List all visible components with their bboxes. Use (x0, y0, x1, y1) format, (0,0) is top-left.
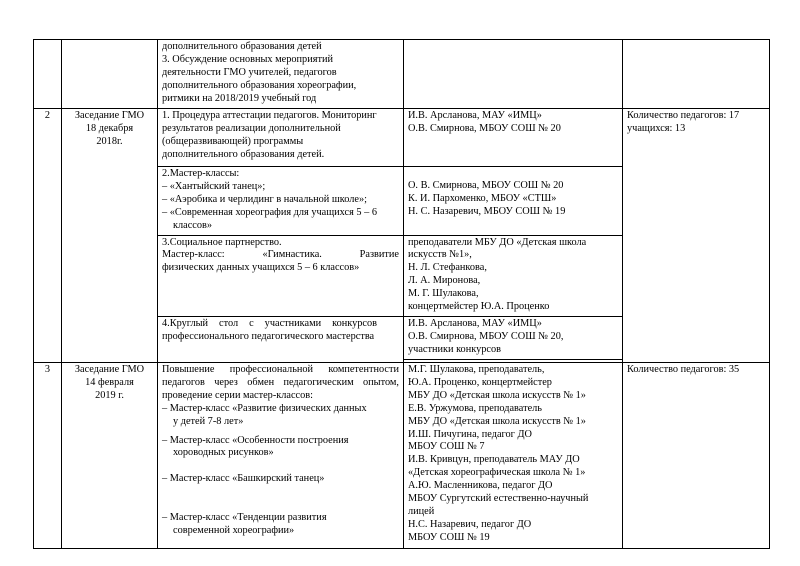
person-line: участники конкурсов (408, 343, 501, 355)
person-line: М. Г. Шулакова, (408, 288, 479, 300)
agenda-paragraph: Повышение профессиональной компетентности педагогов через обмен педагогическим опытом, проведение серии мастер-классов: (162, 363, 399, 401)
person-line: концертмейстер Ю.А. Проценко (408, 301, 550, 313)
count-line: Количество педагогов: 17 (627, 110, 740, 121)
bullet-item: – Мастер-класс «Башкирский танец» (162, 473, 325, 485)
person-line: Ю.А. Проценко, концертмейстер (408, 376, 552, 388)
row-continuation (34, 40, 769, 108)
person-line: МБОУ Сургутский естественно-научный лицей (408, 493, 589, 517)
subrow-4 (157, 316, 622, 362)
gmo-meetings-table (33, 39, 770, 549)
row-2 (34, 108, 769, 362)
cell-agenda (157, 363, 403, 548)
bullet-item: – Мастер-класс «Развитие физических данных у детей 7-8 лет» (162, 402, 367, 427)
count-line: Количество педагогов: 35 (627, 363, 740, 375)
people-inner-cell (404, 317, 622, 360)
person-line: Н.С. Назаревич, педагог ДО (408, 518, 532, 530)
cell-row-number-empty (34, 40, 61, 108)
person-line: МБУ ДО «Детская школа искусств № 1» (408, 389, 586, 401)
cell-count-empty (622, 40, 769, 108)
cell-row-number (34, 109, 61, 362)
bullet-item: – «Аэробика и черлидинг в начальной школе»; (162, 193, 367, 205)
cell-agenda (157, 167, 403, 235)
bullet-item: – «Современная хореография для учащихся 5 – 6 классов» (162, 206, 378, 231)
cell-people (403, 236, 622, 316)
agenda-people-subtable (157, 109, 622, 362)
agenda-line: ритмики на 2018/2019 учебный год (162, 92, 317, 104)
person-line: О.В. Смирнова, МБОУ СОШ № 20 (408, 122, 561, 134)
agenda-line: 1. Процедура аттестации педагогов. Мониторинг (162, 110, 377, 121)
cell-people-empty (403, 40, 622, 108)
person-line: МБОУ СОШ № 19 (408, 531, 490, 543)
meeting-line: Заседание ГМО (74, 110, 145, 121)
person-line: МБУ ДО «Детская школа искусств № 1» (408, 415, 586, 427)
cell-agenda (157, 109, 403, 166)
bullet-item: – Мастер-класс «Тенденции развития современной хореографии» (162, 512, 327, 537)
person-line: О. В. Смирнова, МБОУ СОШ № 20 (408, 180, 564, 191)
subrow-3 (157, 235, 622, 316)
person-line: МБОУ СОШ № 7 (408, 441, 485, 453)
cell-agenda (157, 236, 403, 316)
meeting-line: 18 декабря (85, 122, 134, 134)
row-number: 3 (44, 363, 51, 375)
person-line: И.В. Кривцун, преподаватель МАУ ДО (408, 454, 580, 466)
row-number: 2 (44, 110, 51, 121)
person-line: И.В. Арсланова, МАУ «ИМЦ» (408, 317, 542, 329)
cell-row-number (34, 363, 61, 548)
cell-meeting (61, 363, 157, 548)
cell-meeting (61, 109, 157, 362)
person-line: преподаватели МБУ ДО «Детская школа искусств №1», (408, 236, 587, 261)
person-line: О.В. Смирнова, МБОУ СОШ № 20, (408, 330, 564, 342)
agenda-line: дополнительного образования хореографии, (162, 79, 357, 91)
cell-count (622, 363, 769, 548)
agenda-paragraph: 4.Круглый стол с участниками конкурсов профессионального педагогического мастерства (162, 317, 377, 342)
cell-people (403, 363, 622, 548)
agenda-line: физических данных учащихся 5 – 6 классов» (162, 262, 360, 274)
subrow-2 (157, 166, 622, 235)
count-line: учащихся: 13 (627, 122, 686, 134)
agenda-line: деятельности ГМО учителей, педагогов (162, 66, 337, 78)
agenda-line: (общеразвивающей) программы (162, 135, 304, 147)
agenda-line: 3.Социальное партнерство. (162, 236, 282, 248)
row-3 (34, 362, 769, 548)
cell-people (403, 317, 622, 362)
cell-people (403, 167, 622, 235)
person-line: И.Ш. Пичугина, педагог ДО (408, 428, 532, 440)
cell-count (622, 109, 769, 362)
bullet-item: – «Хантыйский танец»; (162, 180, 266, 192)
person-line: И.В. Арсланова, МАУ «ИМЦ» (408, 110, 542, 121)
agenda-line: 3. Обсуждение основных мероприятий (162, 53, 333, 65)
cell-people (403, 109, 622, 166)
person-line: А.Ю. Масленникова, педагог ДО (408, 480, 553, 492)
agenda-line: результатов реализации дополнительной (162, 122, 341, 134)
meeting-line: 2019 г. (95, 389, 124, 401)
person-line: К. И. Пархоменко, МБОУ «СТШ» (408, 192, 557, 204)
meeting-line: 14 февраля (85, 376, 134, 388)
meeting-line: 2018г. (96, 135, 123, 147)
agenda-line: Мастер-класс: «Гимнастика. Развитие (162, 249, 399, 261)
cell-meeting-empty (61, 40, 157, 108)
person-line: «Детская хореографическая школа № 1» (408, 467, 586, 479)
person-line: Л. А. Миронова, (408, 275, 481, 287)
person-line: М.Г. Шулакова, преподаватель, (408, 363, 545, 375)
agenda-heading: 2.Мастер-классы: (162, 168, 240, 179)
agenda-line: дополнительного образования детей (162, 41, 322, 52)
meeting-line: Заседание ГМО (74, 363, 145, 375)
bullet-item: – Мастер-класс «Особенности построения хороводных рисунков» (162, 434, 349, 459)
cell-agenda (157, 317, 403, 362)
person-line: Н. Л. Стефанкова, (408, 262, 487, 274)
person-line: Е.В. Уржумова, преподаватель (408, 402, 542, 414)
subrow-1 (157, 109, 622, 166)
agenda-line: дополнительного образования детей. (162, 148, 325, 160)
cell-agenda (157, 40, 403, 108)
person-line: Н. С. Назаревич, МБОУ СОШ № 19 (408, 205, 566, 217)
